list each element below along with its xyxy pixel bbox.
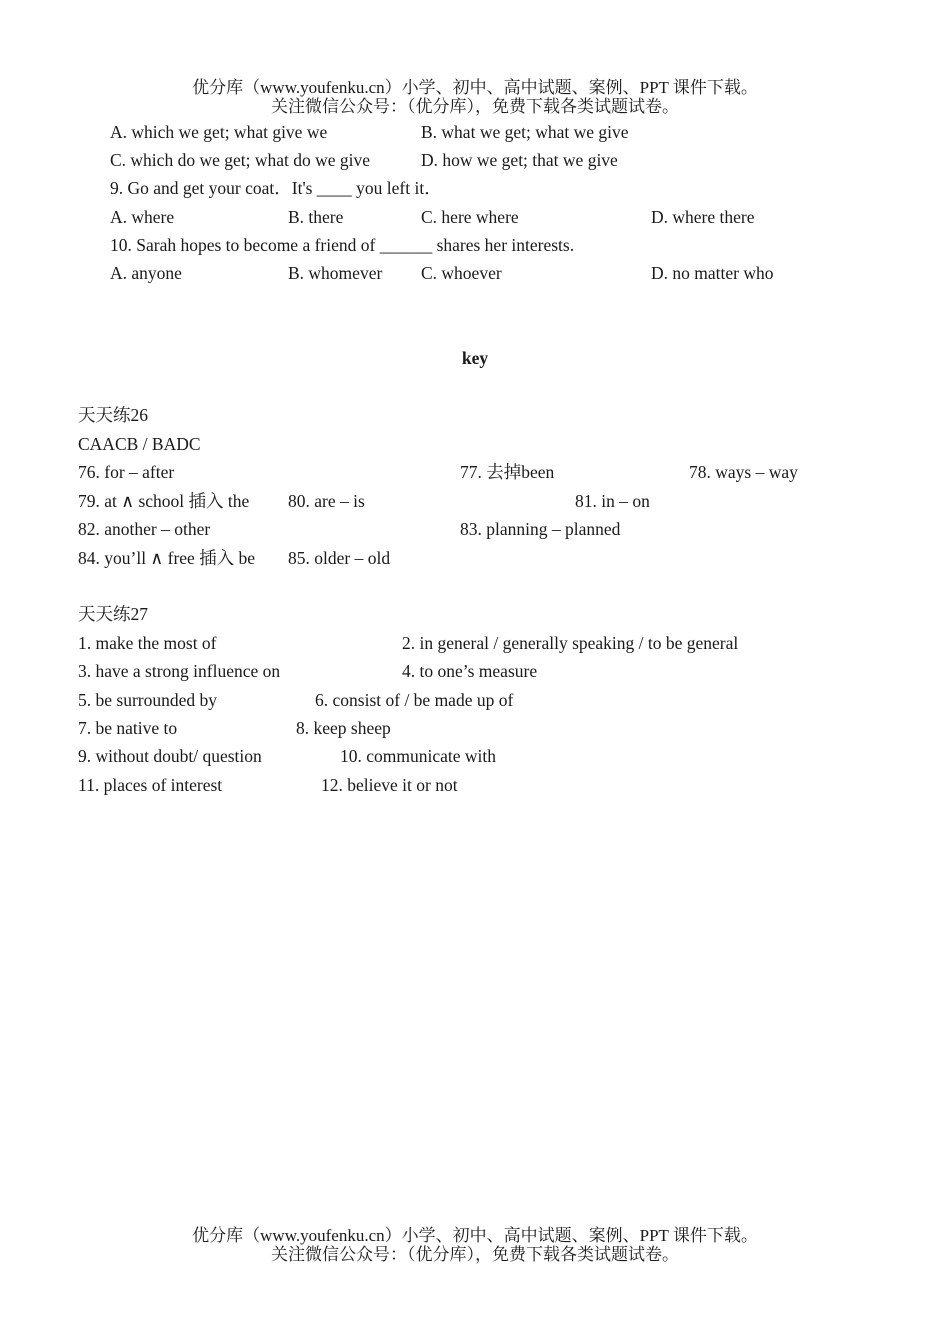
footer-line-2: 关注微信公众号：（优分库），免费下载各类试题试卷。	[271, 1245, 679, 1264]
day27-heading: 天天练27	[78, 604, 148, 624]
q8-option-c: C. which do we get; what do we give	[110, 150, 371, 170]
day26-item-78: 78. ways – way	[689, 462, 798, 482]
q8-option-d: D. how we get; that we give	[421, 150, 618, 170]
day26-choices: CAACB / BADC	[78, 434, 201, 454]
footer-line-1: 优分库（www.youfenku.cn）小学、初中、高中试题、案例、PPT 课件下载。	[192, 1226, 758, 1245]
day27-item-10: 10. communicate with	[340, 746, 497, 766]
day26-item-83: 83. planning – planned	[460, 519, 621, 539]
q9-option-d: D. where there	[651, 207, 755, 227]
day26-item-80: 80. are – is	[288, 491, 365, 511]
day26-item-77: 77. 去掉been	[460, 462, 555, 482]
q9-option-c: C. here where	[421, 207, 519, 227]
day26-item-79: 79. at ∧ school 插入 the	[78, 491, 250, 511]
q9-option-a: A. where	[110, 207, 175, 227]
day27-item-4: 4. to one’s measure	[402, 661, 538, 681]
key-title: key	[461, 348, 489, 368]
day26-item-84: 84. you’ll ∧ free 插入 be	[78, 548, 256, 568]
q10-stem: 10. Sarah hopes to become a friend of ______ shares her interests.	[110, 235, 575, 255]
q10-option-a: A. anyone	[110, 263, 182, 283]
header-line-1: 优分库（www.youfenku.cn）小学、初中、高中试题、案例、PPT 课件下载。	[192, 78, 758, 97]
day26-item-81: 81. in – on	[575, 491, 650, 511]
q10-option-d: D. no matter who	[651, 263, 774, 283]
day26-item-82: 82. another – other	[78, 519, 211, 539]
day27-item-5: 5. be surrounded by	[78, 690, 218, 710]
q9-stem: 9. Go and get your coat．It's ____ you left it．	[110, 178, 442, 198]
day27-item-8: 8. keep sheep	[296, 718, 391, 738]
day27-item-6: 6. consist of / be made up of	[315, 690, 514, 710]
q8-option-b: B. what we get; what we give	[421, 122, 629, 142]
q10-option-b: B. whomever	[288, 263, 383, 283]
q10-option-c: C. whoever	[421, 263, 502, 283]
header-line-2: 关注微信公众号：（优分库），免费下载各类试题试卷。	[271, 97, 679, 116]
day27-item-11: 11. places of interest	[78, 775, 223, 795]
day26-item-76: 76. for – after	[78, 462, 175, 482]
q8-option-a: A. which we get; what give we	[110, 122, 328, 142]
day27-item-1: 1. make the most of	[78, 633, 217, 653]
day27-item-9: 9. without doubt/ question	[78, 746, 262, 766]
day27-item-3: 3. have a strong influence on	[78, 661, 281, 681]
day26-heading: 天天练26	[78, 405, 148, 425]
day27-item-12: 12. believe it or not	[321, 775, 458, 795]
day27-item-2: 2. in general / generally speaking / to be general	[402, 633, 739, 653]
day26-item-85: 85. older – old	[288, 548, 391, 568]
q9-option-b: B. there	[288, 207, 344, 227]
day27-item-7: 7. be native to	[78, 718, 178, 738]
